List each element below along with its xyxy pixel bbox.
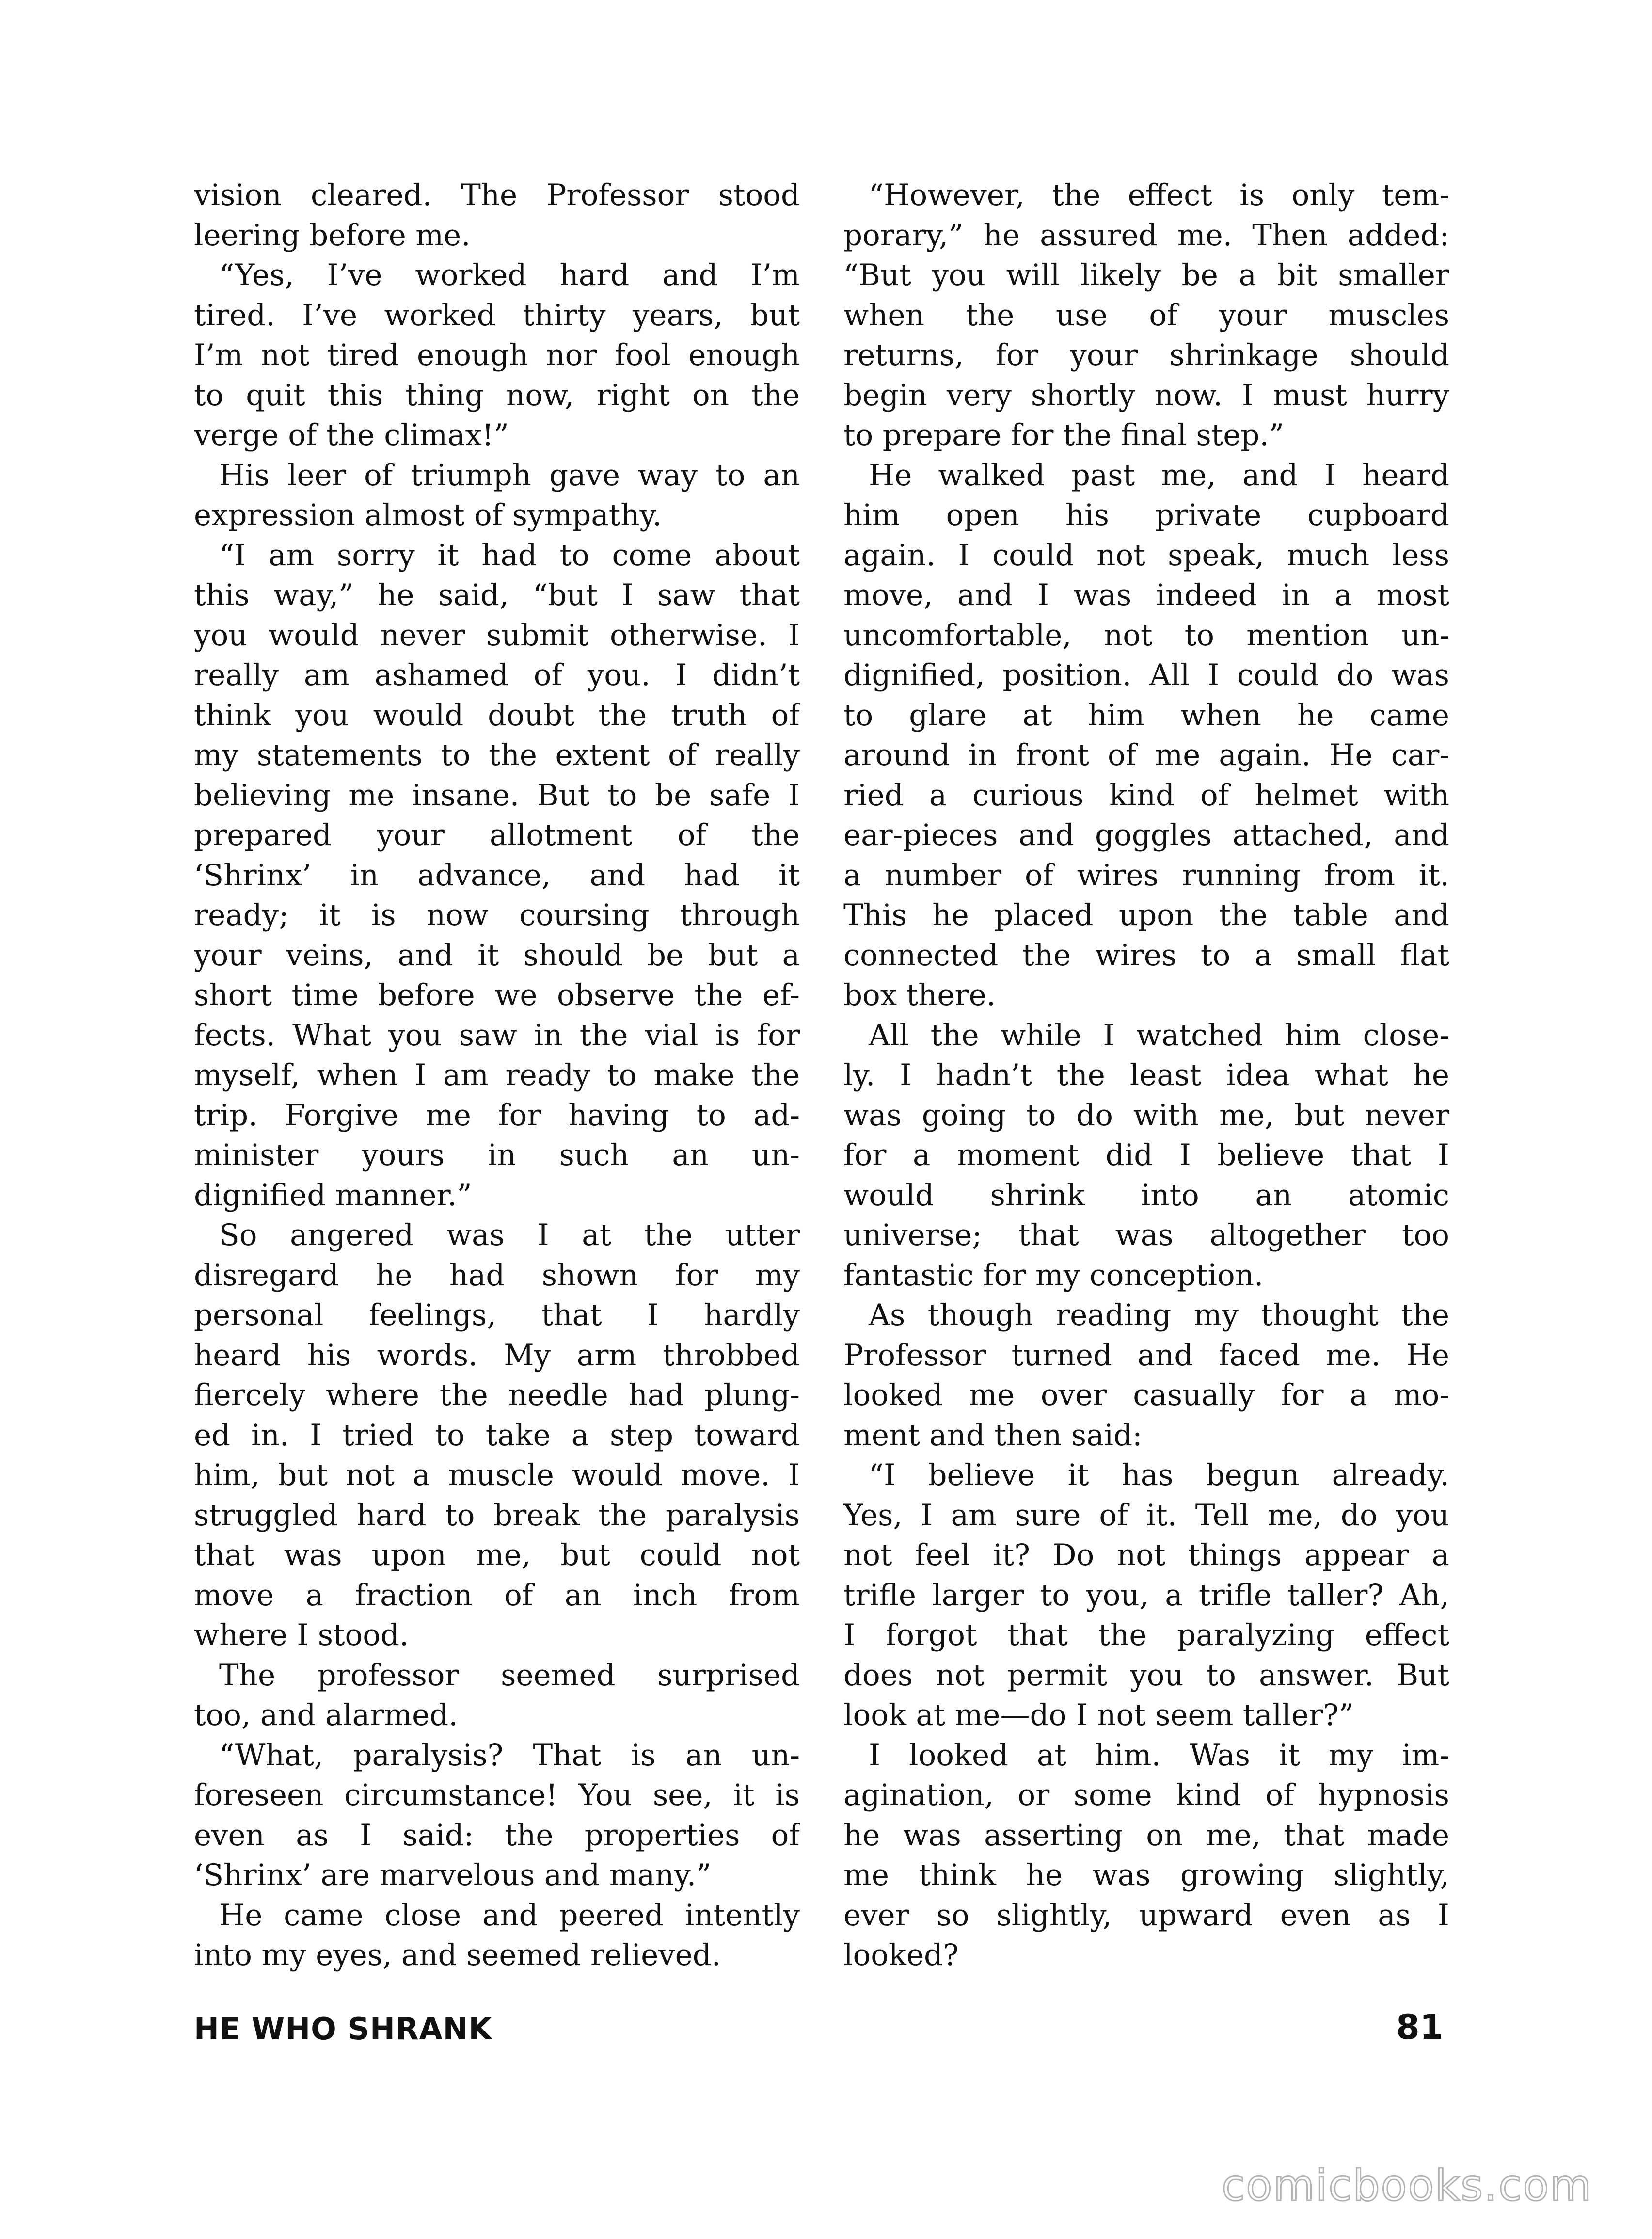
text-line: really am ashamed of you. I didn’t	[194, 658, 800, 692]
text-line: when the use of your muscles	[843, 298, 1449, 333]
text-line: does not permit you to answer. But	[843, 1658, 1449, 1693]
right-column	[843, 176, 1449, 1976]
text-line: my statements to the extent of really	[194, 738, 800, 772]
text-line: looked me over casually for a mo-	[843, 1378, 1449, 1412]
text-line: even as I said: the properties of	[194, 1818, 800, 1853]
text-line: fantastic for my conception.	[843, 1258, 1264, 1293]
text-line: I’m not tired enough nor fool enough	[194, 338, 800, 372]
text-line: ear-pieces and goggles attached, and	[843, 818, 1449, 852]
text-line: to glare at him when he came	[843, 698, 1449, 733]
text-line: “However, the effect is only tem-	[869, 178, 1449, 212]
text-line: personal feelings, that I hardly	[194, 1298, 800, 1332]
text-line: Professor turned and faced me. He	[843, 1338, 1449, 1373]
text-line: move, and I was indeed in a most	[843, 578, 1449, 612]
text-line: ment and then said:	[843, 1418, 1143, 1453]
text-line: “Yes, I’ve worked hard and I’m	[219, 258, 800, 292]
text-line: believing me insane. But to be safe I	[194, 778, 800, 813]
text-line: “What, paralysis? That is an un-	[219, 1738, 800, 1773]
text-line: not feel it? Do not things appear a	[843, 1538, 1449, 1572]
text-line: you would never submit otherwise. I	[194, 618, 800, 653]
text-line: he was asserting on me, that made	[843, 1818, 1449, 1853]
text-line: connected the wires to a small flat	[843, 938, 1449, 973]
text-line: vision cleared. The Professor stood	[194, 178, 800, 212]
text-line: begin very shortly now. I must hurry	[843, 378, 1449, 413]
text-line: He walked past me, and I heard	[869, 458, 1449, 493]
text-line: to prepare for the final step.”	[843, 418, 1284, 452]
text-line: fects. What you saw in the vial is for	[194, 1018, 800, 1053]
text-line: dignified manner.”	[194, 1178, 472, 1213]
text-line: Yes, I am sure of it. Tell me, do you	[843, 1498, 1449, 1533]
text-line: heard his words. My arm throbbed	[194, 1338, 800, 1373]
text-line: short time before we observe the ef-	[194, 978, 800, 1012]
text-line: This he placed upon the table and	[843, 898, 1449, 932]
text-line: ready; it is now coursing through	[194, 898, 800, 932]
page-number: 81	[1396, 2007, 1444, 2047]
text-line: your veins, and it should be but a	[194, 938, 800, 973]
text-line: returns, for your shrinkage should	[843, 338, 1449, 372]
text-line: prepared your allotment of the	[194, 818, 800, 852]
text-line: minister yours in such an un-	[194, 1138, 800, 1172]
text-line: into my eyes, and seemed relieved.	[194, 1938, 721, 1972]
text-line: fiercely where the needle had plung-	[194, 1378, 800, 1412]
text-line: ‘Shrinx’ are marvelous and many.”	[194, 1858, 712, 1892]
text-line: ed in. I tried to take a step toward	[194, 1418, 800, 1453]
text-line: that was upon me, but could not	[194, 1538, 800, 1572]
text-line: was going to do with me, but never	[843, 1098, 1449, 1133]
watermark: comicbooks.com	[1222, 2160, 1593, 2210]
text-line: The professor seemed surprised	[219, 1658, 800, 1693]
text-line: for a moment did I believe that I	[843, 1138, 1449, 1172]
text-line: dignified, position. All I could do was	[843, 658, 1449, 692]
text-line: struggled hard to break the paralysis	[194, 1498, 800, 1533]
text-line: me think he was growing slightly,	[843, 1858, 1449, 1892]
text-line: to quit this thing now, right on the	[194, 378, 800, 413]
text-line: trifle larger to you, a trifle taller? Ah,	[843, 1578, 1449, 1613]
text-line: “But you will likely be a bit smaller	[843, 258, 1449, 292]
text-line: look at me—do I not seem taller?”	[843, 1698, 1354, 1732]
text-line: verge of the climax!”	[194, 418, 509, 452]
text-line: this way,” he said, “but I saw that	[194, 578, 800, 612]
text-line: ever so slightly, upward even as I	[843, 1898, 1449, 1933]
text-line: All the while I watched him close-	[869, 1018, 1449, 1053]
text-line: “I am sorry it had to come about	[219, 538, 800, 573]
text-line: ly. I hadn’t the least idea what he	[843, 1058, 1449, 1092]
text-line: ried a curious kind of helmet with	[843, 778, 1449, 813]
text-line: uncomfortable, not to mention un-	[843, 618, 1449, 653]
text-line: myself, when I am ready to make the	[194, 1058, 800, 1092]
text-line: too, and alarmed.	[194, 1698, 458, 1732]
text-line: porary,” he assured me. Then added:	[843, 218, 1449, 253]
text-line: universe; that was altogether too	[843, 1218, 1449, 1252]
text-line: ‘Shrinx’ in advance, and had it	[194, 858, 800, 893]
text-line: him open his private cupboard	[843, 498, 1449, 532]
text-line: tired. I’ve worked thirty years, but	[194, 298, 800, 333]
text-line: So angered was I at the utter	[219, 1218, 800, 1252]
text-line: around in front of me again. He car-	[843, 738, 1449, 772]
running-footer-title: HE WHO SHRANK	[194, 2011, 492, 2047]
text-line: trip. Forgive me for having to ad-	[194, 1098, 800, 1133]
text-line: disregard he had shown for my	[194, 1258, 800, 1293]
text-line: would shrink into an atomic	[843, 1178, 1449, 1213]
text-line: looked?	[843, 1938, 959, 1972]
text-line: box there.	[843, 978, 996, 1012]
text-line: him, but not a muscle would move. I	[194, 1458, 800, 1492]
text-line: As though reading my thought the	[869, 1298, 1449, 1332]
text-line: think you would doubt the truth of	[194, 698, 800, 733]
left-column	[194, 176, 800, 1976]
text-line: agination, or some kind of hypnosis	[843, 1778, 1449, 1812]
text-line: again. I could not speak, much less	[843, 538, 1449, 573]
text-line: His leer of triumph gave way to an	[219, 458, 800, 493]
text-line: I forgot that the paralyzing effect	[843, 1618, 1449, 1652]
text-line: expression almost of sympathy.	[194, 498, 662, 532]
text-line: foreseen circumstance! You see, it is	[194, 1778, 800, 1812]
text-line: move a fraction of an inch from	[194, 1578, 800, 1613]
text-line: a number of wires running from it.	[843, 858, 1449, 893]
text-line: “I believe it has begun already.	[869, 1458, 1449, 1492]
text-line: He came close and peered intently	[219, 1898, 800, 1933]
text-line: where I stood.	[194, 1618, 409, 1652]
text-line: I looked at him. Was it my im-	[869, 1738, 1449, 1773]
text-line: leering before me.	[194, 218, 471, 253]
